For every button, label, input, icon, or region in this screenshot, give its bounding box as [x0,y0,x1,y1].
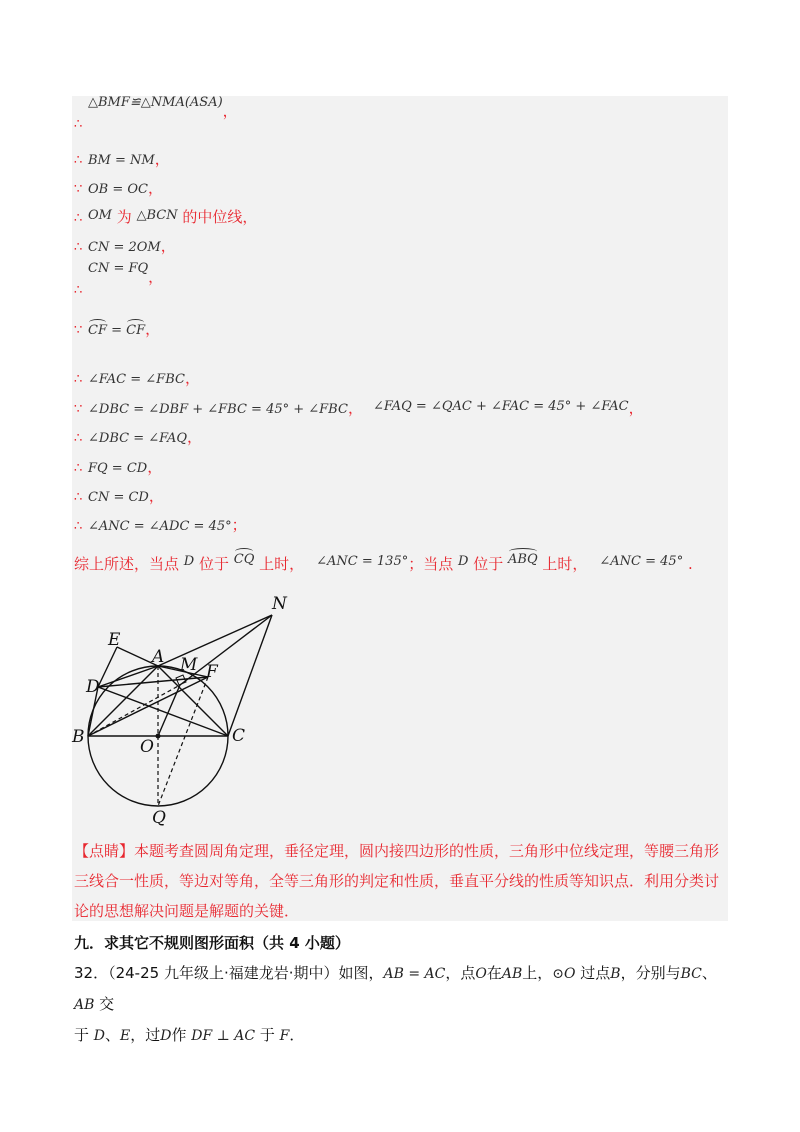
math-ab: AB [74,997,95,1013]
therefore-symbol: ∴ [74,519,83,534]
summary-text: 综上所述，当点 [74,555,184,573]
math-ab: AB [501,966,523,982]
label-a: A [152,647,165,667]
step-expr: △BMF≌△NMA(ASA) [88,95,223,110]
label-e: E [108,630,121,650]
step-13 [74,514,247,535]
problem-text: ． [289,1026,305,1044]
problem-text: 上， [522,964,553,982]
step-expr-2: ∠FAQ = ∠QAC + ∠FAC = 45° + ∠FAC [372,399,629,414]
math-circle-o: ⊙O [552,966,576,982]
step-tail: ， [347,399,363,417]
problem-text: 在 [486,964,502,982]
step-expr: ∠DBC = ∠DBF + ∠FBC = 45° + ∠FBC [88,402,348,417]
therefore-symbol: ∴ [74,283,83,298]
label-f: F [206,662,218,682]
math-b: B [610,966,621,982]
problem-text: ，分别与 [620,964,681,982]
problem-text: ，过 [130,1026,161,1044]
step-expr: CN = 2OM [88,240,161,255]
therefore-symbol: ∴ [74,431,83,446]
therefore-symbol: ∴ [74,117,83,132]
step-expr-2: △BCN [136,208,178,223]
label-d: D [86,677,100,697]
step-expr: CN = FQ [88,261,149,276]
problem-text: 于 [255,1026,280,1044]
step-expr: ∠FAC = ∠FBC [88,372,185,387]
dashed-fq [158,677,208,806]
step-tail: ， [184,369,200,387]
problem-text: ，点 [445,964,476,982]
therefore-symbol: ∴ [74,240,83,255]
step-expr: OM [88,208,112,223]
because-symbol: ∵ [74,182,83,197]
step-4 [74,206,257,227]
step-9 [74,397,644,418]
step-tail: ， [154,150,170,168]
problem-source: （24-25 九年级上·福建龙岩·期中）如图， [108,964,384,982]
math-d: D [93,1028,106,1044]
segment-nc [228,615,272,736]
step-tail: ， [145,320,161,338]
arc-abq: ABQ [508,552,538,567]
label-q: Q [152,808,166,828]
label-o: O [140,737,154,757]
summary-text: 上时， [254,555,305,573]
step-expr: OB = OC [88,182,148,197]
step-expr: BM = NM [88,153,155,168]
step-tail: ， [147,458,163,476]
label-m: M [180,655,198,675]
label-c: C [232,726,246,746]
angle-135: ∠ANC = 135° [316,554,409,569]
step-1 [74,95,238,132]
summary-text: ；当点 [408,555,459,573]
step-mid: 为 [111,208,137,226]
math-d: D [160,1028,172,1044]
angle-45: ∠ANC = 45° [599,554,684,569]
step-10 [74,426,202,447]
arc-cf-left: CF [88,323,107,338]
step-3 [74,177,163,198]
conclusion-summary [74,553,693,574]
step-5 [74,235,176,256]
step-tail: ， [187,428,203,446]
step-expr: CN = CD [88,490,149,505]
arc-cq: CQ [233,552,255,567]
step-tail: ； [231,516,247,534]
summary-text: 位于 [194,555,234,573]
summary-text: . [683,555,693,573]
key-point-comment: 【点睛】本题考查圆周角定理，垂径定理，圆内接四边形的性质，三角形中位线定理，等腰三角形三线合一性质，等边对等角，全等三角形的判定和性质，垂直平分线的性质等知识点．利用分类讨论的思想解决问题是解题的关键． [74,842,720,920]
problem-32 [74,958,724,1051]
step-expr: ∠DBC = ∠FAQ [88,431,188,446]
step-expr: FQ = CD [88,461,148,476]
step-tail: ， [148,487,164,505]
equals-sign: = [106,323,127,338]
because-symbol: ∵ [74,323,83,338]
step-tail: ， [147,179,163,197]
therefore-symbol: ∴ [74,372,83,387]
therefore-symbol: ∴ [74,153,83,168]
geometry-figure [60,585,300,835]
therefore-symbol: ∴ [74,461,83,476]
problem-text: 、 [105,1026,121,1044]
arc-cf-right: CF [126,323,146,338]
math-e: E [120,1028,131,1044]
point-d: D [183,554,195,569]
dashed-bm [88,685,180,736]
summary-text: 位于 [468,555,508,573]
label-n: N [272,594,287,614]
step-tail: 的中位线， [177,208,258,226]
step-12 [74,485,164,506]
section-title: 九．求其它不规则图形面积（共 4 小题） [74,934,350,952]
step-2 [74,148,170,169]
summary-text: 上时， [537,555,588,573]
step-6 [74,261,164,298]
math-ab-eq-ac: AB = AC [383,966,446,982]
therefore-symbol: ∴ [74,490,83,505]
problem-text: 作 [171,1026,192,1044]
center-dot [156,734,161,739]
step-tail: ， [160,237,176,255]
math-df-perp-ac: DF ⊥ AC [191,1028,256,1044]
problem-text: 于 [74,1026,94,1044]
step-11 [74,456,162,477]
problem-text: 交 [94,995,115,1013]
math-o: O [475,966,487,982]
problem-text: 过点 [575,964,611,982]
math-bc: BC [680,966,702,982]
step-7 [74,318,160,339]
step-tail: ， [222,102,238,120]
because-symbol: ∵ [74,402,83,417]
step-expr: ∠ANC = ∠ADC = 45° [88,519,232,534]
step-8 [74,367,200,388]
point-d: D [458,554,469,569]
problem-number: 32． [74,964,109,982]
therefore-symbol: ∴ [74,211,83,226]
step-tail-2: ， [628,399,644,417]
math-f: F [279,1028,290,1044]
step-tail: ， [148,268,164,286]
problem-text: 、 [701,964,717,982]
label-b: B [72,727,85,747]
